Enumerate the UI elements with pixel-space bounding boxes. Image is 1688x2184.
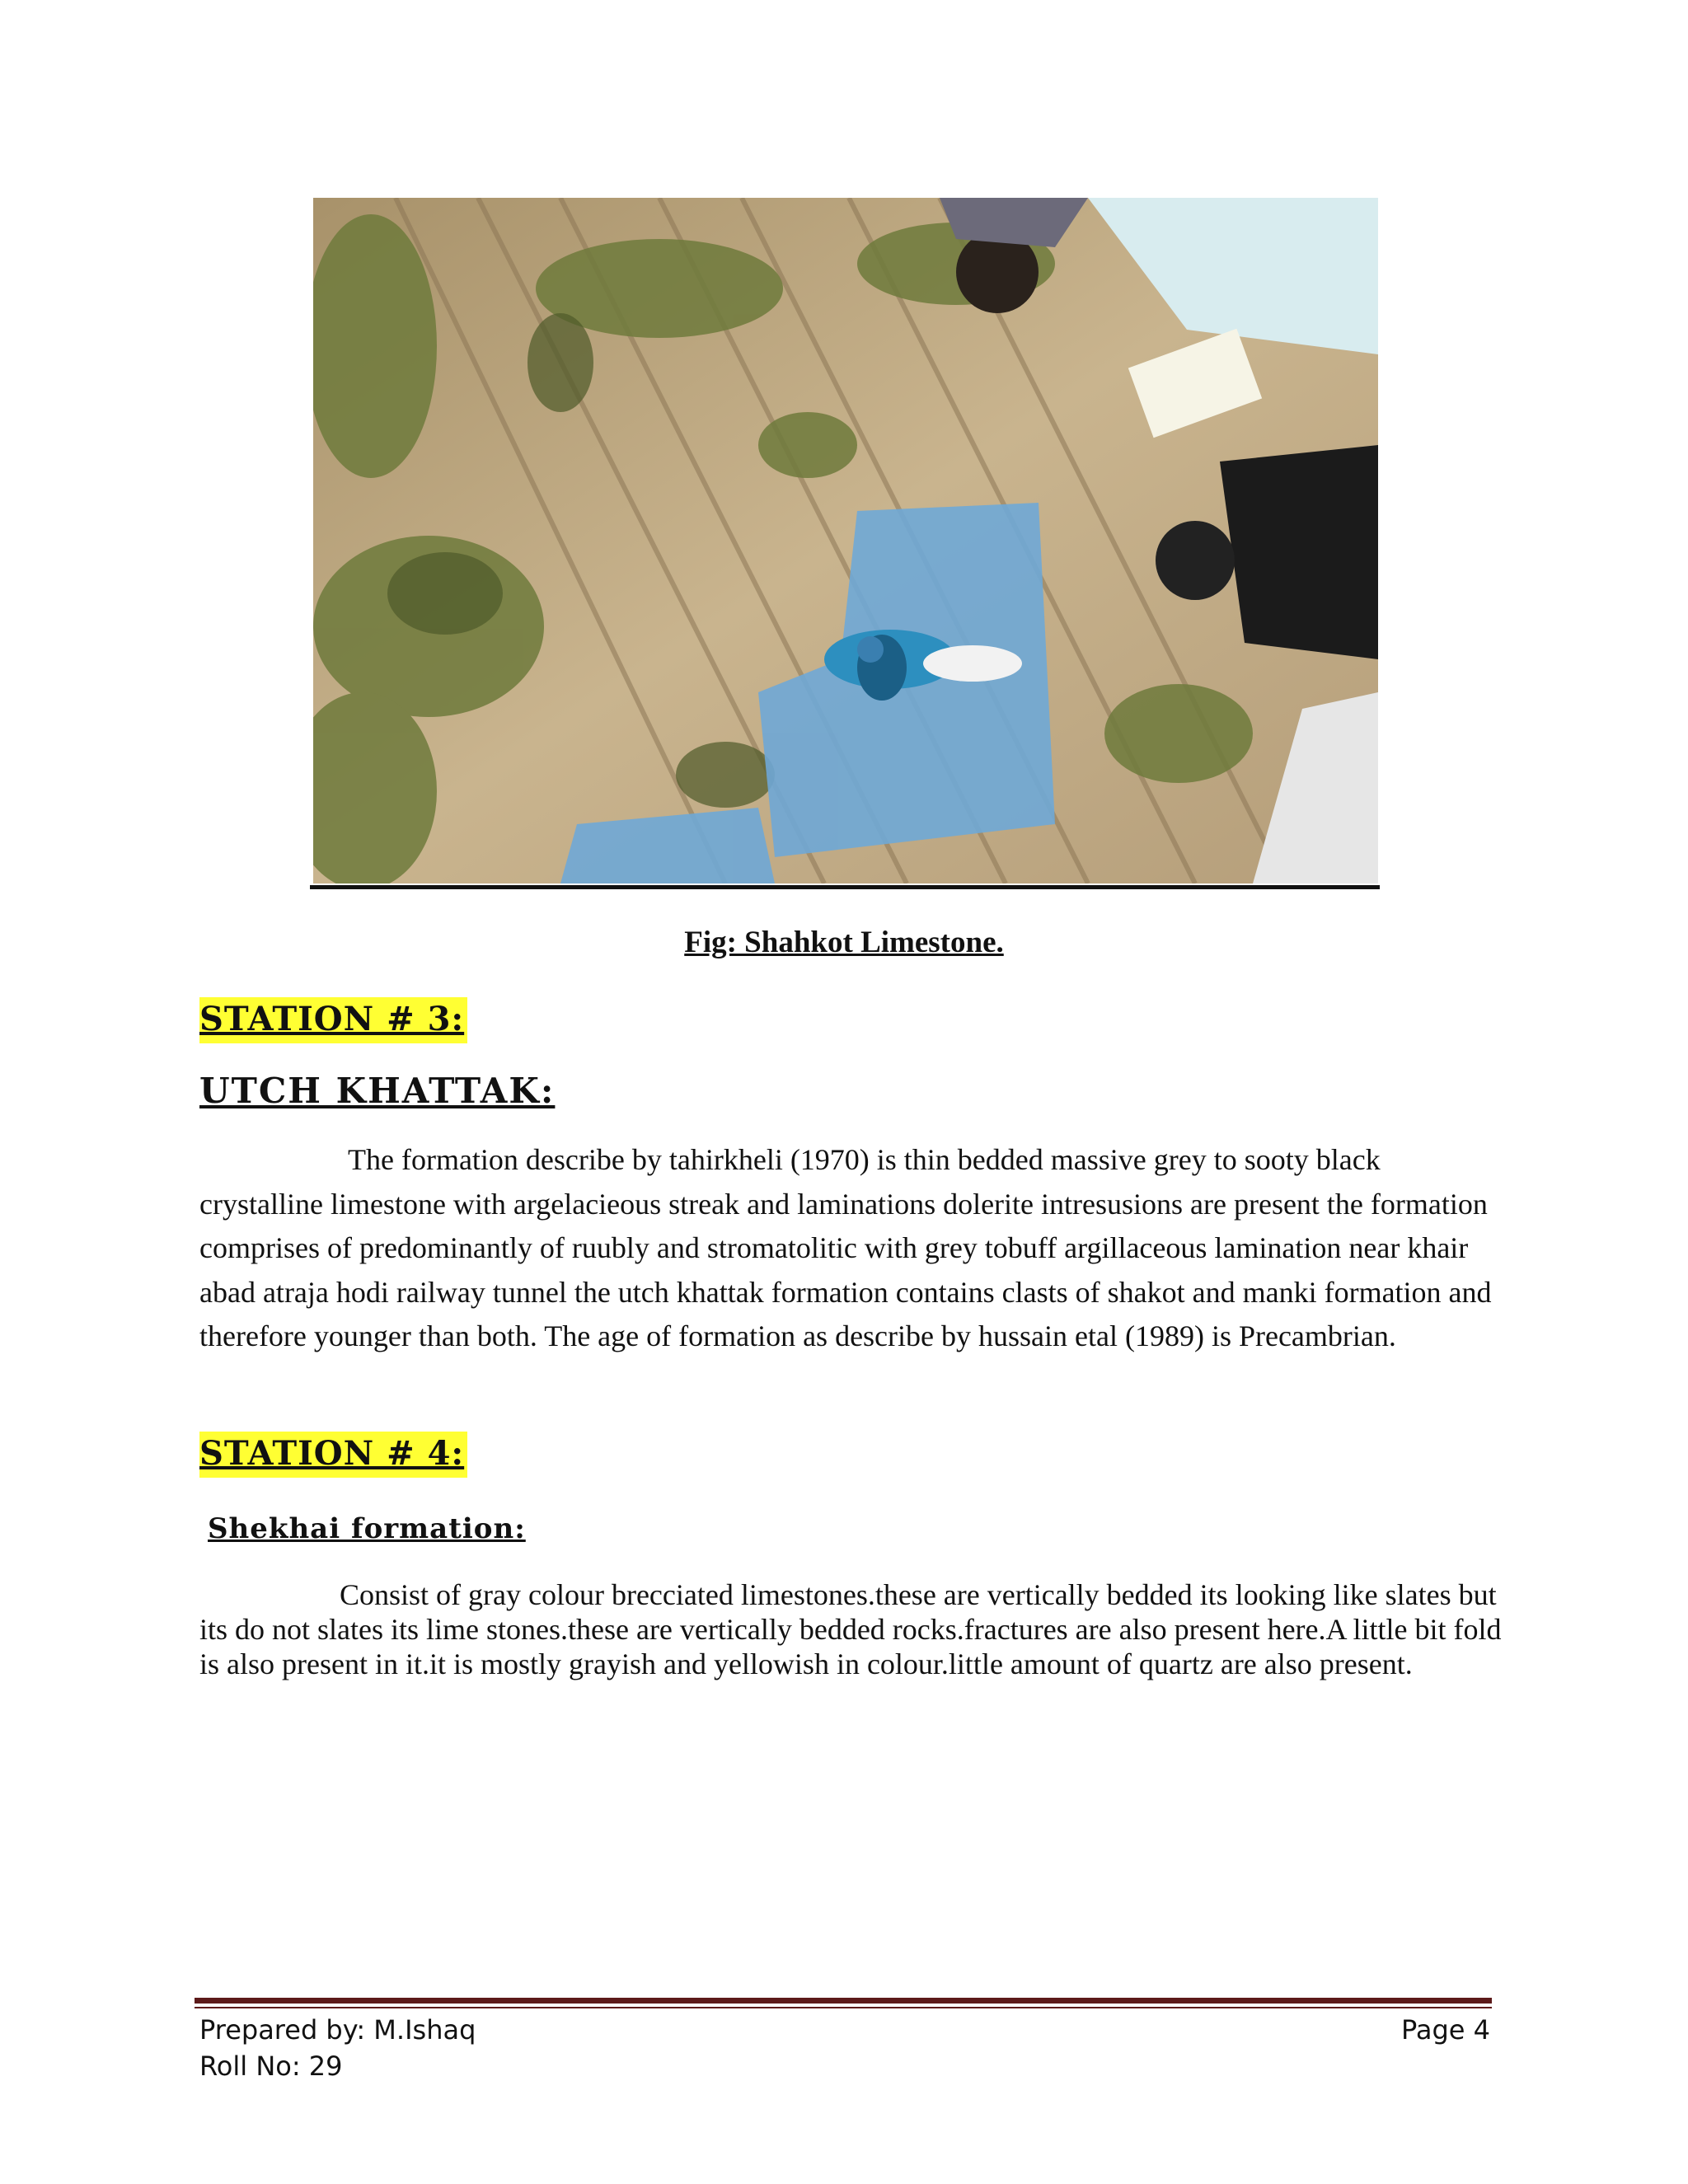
station-4-heading: STATION # 4: — [199, 1432, 467, 1478]
field-photo — [313, 198, 1378, 883]
footer-roll-number: Roll No: 29 — [199, 2050, 343, 2082]
footer-rule-thick — [195, 1998, 1492, 2004]
station-3-heading: STATION # 3: — [199, 997, 467, 1043]
utch-khattak-title: UTCH KHATTAK: — [199, 1071, 556, 1111]
station-3-paragraph: The formation describe by tahirkheli (1970) is thin bedded massive grey to sooty black crystalline limestone with argelacieous streak and laminations dolerite intresusions are present the formation comprises of predominantly of ruubly and stromatolitic with grey tobuff argillaceous lamination near khair abad atraja hodi railway tunnel the utch khattak formation contains clasts of shakot and manki formation and therefore younger than both. The age of formation as describe by hussain etal (1989) is Precambrian. — [199, 1143, 1492, 1352]
shekhai-formation-title: Shekhai formation: — [208, 1512, 526, 1545]
footer-page-number: Page 4 — [1401, 2014, 1490, 2046]
footer-prepared-by: Prepared by: M.Ishaq — [199, 2014, 476, 2046]
outcrop-photo-image — [313, 198, 1378, 883]
figure-caption: Fig: Shahkot Limestone. — [684, 926, 1004, 959]
station-4-paragraph: Consist of gray colour brecciated limestones.these are vertically bedded its looking like slates but its do not slates its lime stones.these are vertically bedded rocks.fractures are also present here.A little bit fold is also present in it.it is mostly grayish and yellowish in colour.little amount of quartz are also present. — [199, 1578, 1502, 1680]
figure-bottom-rule — [310, 885, 1380, 889]
footer-rule-thin — [195, 2007, 1492, 2008]
